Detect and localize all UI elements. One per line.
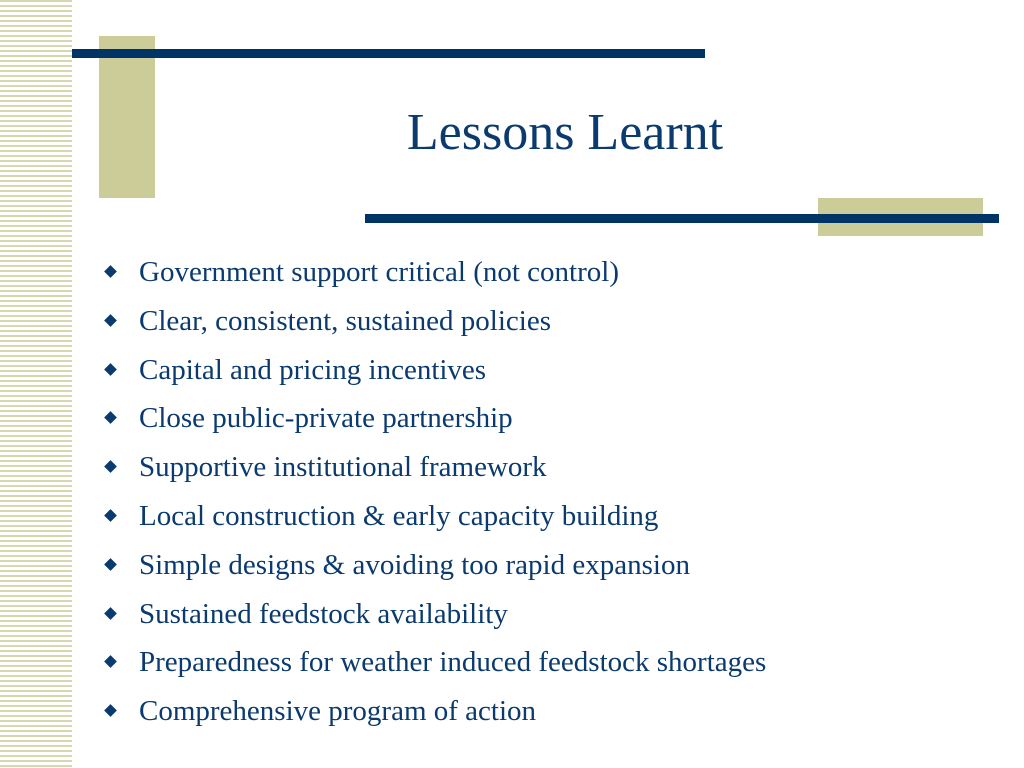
diamond-bullet-icon (104, 314, 117, 327)
bullet-text: Comprehensive program of action (139, 695, 537, 728)
slide-title: Lessons Learnt (406, 104, 724, 161)
bullet-text: Government support critical (not control) (139, 256, 619, 288)
bullet-text: Capital and pricing incentives (139, 353, 487, 386)
olive-block-top-decoration (99, 36, 155, 198)
diamond-bullet-icon (104, 460, 117, 473)
bullet-text: Close public-private partnership (139, 402, 513, 435)
navy-bar-bottom-decoration (365, 214, 999, 223)
diamond-bullet-icon (104, 607, 117, 620)
navy-bar-top-decoration (72, 49, 705, 58)
diamond-bullet-icon (104, 558, 117, 571)
diamond-bullet-icon (104, 656, 117, 669)
striped-sidebar-decoration (0, 0, 72, 768)
diamond-bullet-icon (104, 265, 117, 278)
bullet-text: Clear, consistent, sustained policies (139, 304, 552, 337)
diamond-bullet-icon (104, 363, 117, 376)
diamond-bullet-icon (104, 412, 117, 425)
bullet-text: Sustained feedstock availability (139, 597, 508, 630)
diamond-bullet-icon (104, 509, 117, 522)
bullet-text: Preparedness for weather induced feedstock shortages (139, 646, 767, 679)
bullet-text: Local construction & early capacity building (139, 499, 659, 532)
bullet-text: Supportive institutional framework (139, 451, 547, 484)
bullet-text: Simple designs & avoiding too rapid expansion (139, 548, 690, 581)
diamond-bullet-icon (104, 704, 117, 717)
